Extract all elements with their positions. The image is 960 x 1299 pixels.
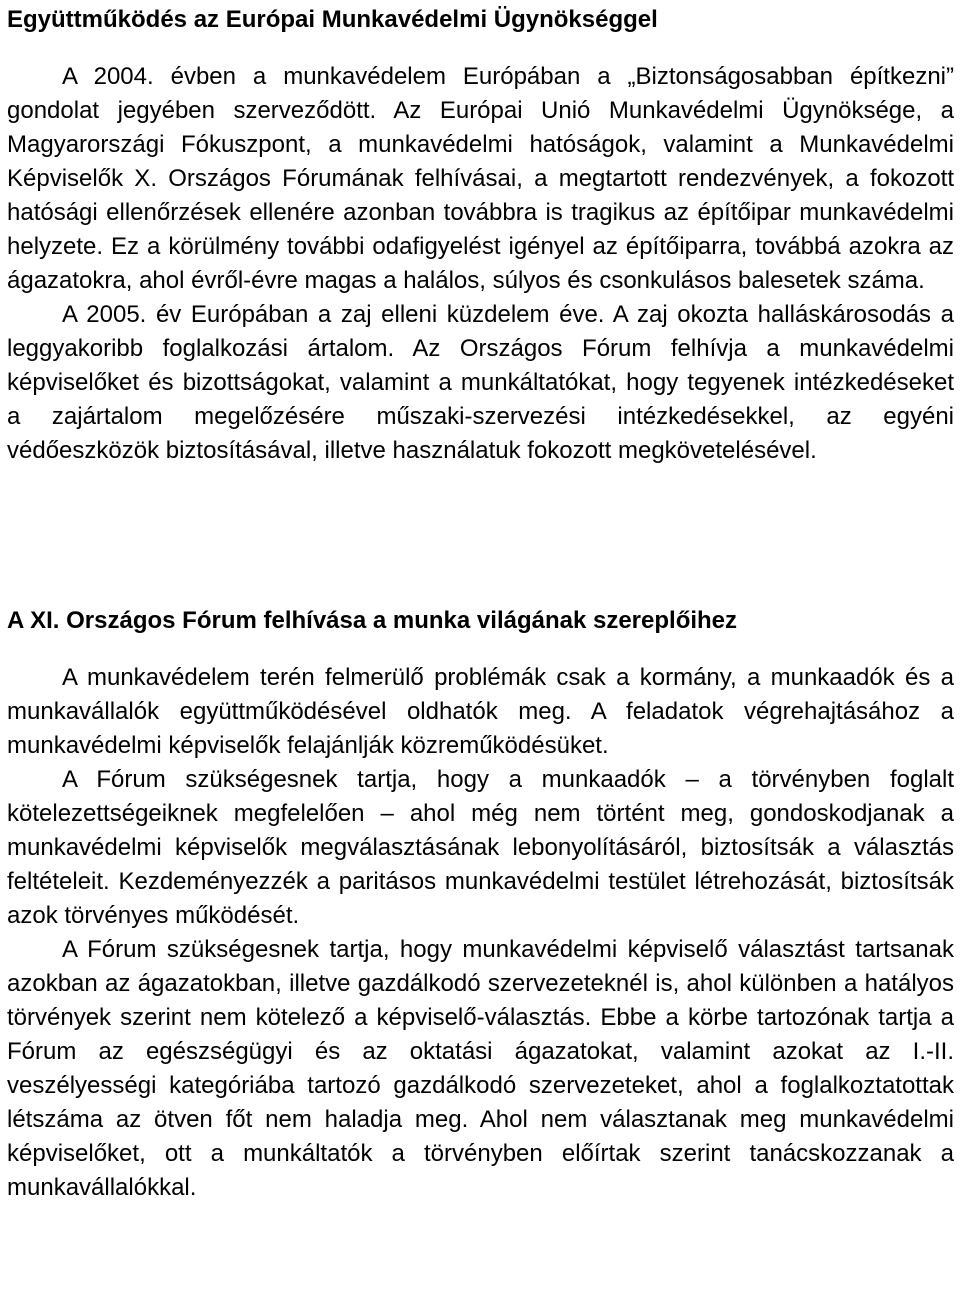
- paragraph: A Fórum szükségesnek tartja, hogy a munkaadók – a törvényben foglalt kötelezettségeiknek megfelelően – ahol még nem történt meg, gondoskodjanak a munkavédelmi képviselők megválasztásának lebonyolításáról, biztosítsák a választás feltételeit. Kezdeményezzék a paritásos munkavédelmi testület létrehozását, biztosítsák azok törvényes működését.: [7, 766, 954, 929]
- page-title: Együttműködés az Európai Munkavédelmi Ügynökséggel: [7, 6, 658, 33]
- paragraph: A 2004. évben a munkavédelem Európában a „Biztonságosabban építkezni” gondolat jegyében szerveződött. Az Európai Unió Munkavédelmi Ügynöksége, a Magyarországi Fókuszpont, a munkavédelmi hatóságok, valamint a Munkavédelmi Képviselők X. Országos Fórumának felhívásai, a megtartott rendezvények, a fokozott hatósági ellenőrzések ellenére azonban továbbra is tragikus az építőipar munkavédelmi helyzete. Ez a körülmény további odafigyelést igényel az építőiparra, továbbá azokra az ágazatokra, ahol évről-évre magas a halálos, súlyos és csonkulásos balesetek száma.: [7, 63, 954, 294]
- paragraph: A Fórum szükségesnek tartja, hogy munkavédelmi képviselő választást tartsanak azokban az ágazatokban, illetve gazdálkodó szervezeteknél is, ahol különben a hatályos törvények szerint nem kötelező a képviselő-választás. Ebbe a körbe tartozónak tartja a Fórum az egészségügyi és az oktatási ágazatokat, valamint azokat az I.-II. veszélyességi kategóriába tartozó gazdálkodó szervezeteket, ahol a foglalkoztatottak létszáma az ötven főt nem haladja meg. Ahol nem választanak meg munkavédelmi képviselőket, ott a munkáltatók a törvényben előírtak szerint tanácskozzanak a munkavállalókkal.: [7, 936, 954, 1201]
- appeal-section: [7, 661, 954, 1205]
- paragraph: A 2005. év Európában a zaj elleni küzdelem éve. A zaj okozta halláskárosodás a leggyakoribb foglalkozási ártalom. Az Országos Fórum felhívja a munkavédelmi képviselőket és bizottságokat, valamint a munkáltatókat, hogy tegyenek intézkedéseket a zajártalom megelőzésére műszaki-szervezési intézkedésekkel, az egyéni védőeszközök biztosításával, illetve használatuk fokozott megkövetelésével.: [7, 301, 954, 464]
- paragraph: A munkavédelem terén felmerülő problémák csak a kormány, a munkaadók és a munkavállalók együttműködésével oldhatók meg. A feladatok végrehajtásához a munkavédelmi képviselők felajánlják közreműködésüket.: [7, 664, 954, 759]
- intro-section: [7, 60, 954, 468]
- section-heading: A XI. Országos Fórum felhívása a munka világának szereplőihez: [7, 607, 738, 634]
